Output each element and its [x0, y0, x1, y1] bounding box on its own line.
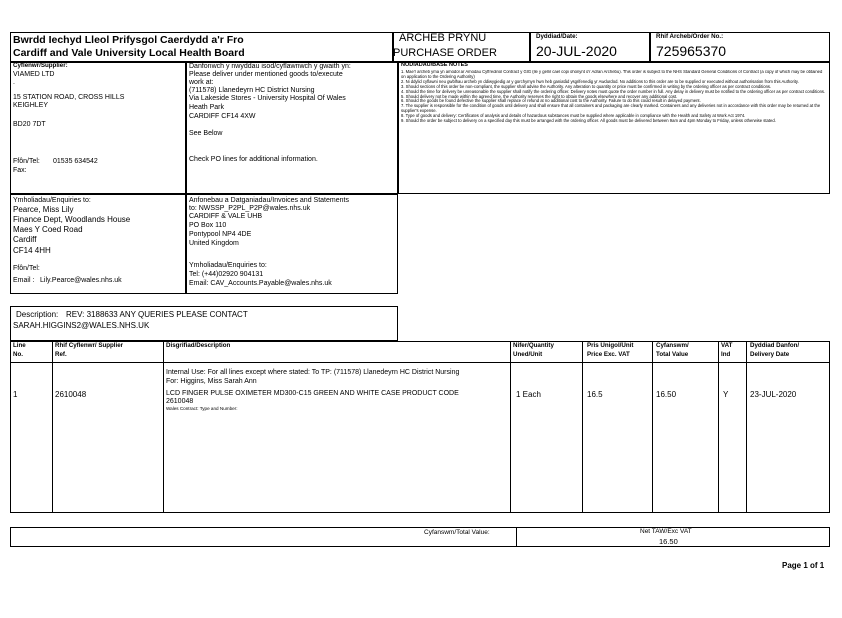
row-line-no: 1 — [13, 390, 18, 399]
supplier-postcode: BD20 7DT — [13, 121, 46, 128]
supplier-label: Cyflenwr/Supplier: — [13, 62, 68, 69]
enquiries-line2: Maes Y Coed Road — [13, 225, 83, 234]
row-vat: Y — [723, 390, 729, 399]
description-label: Description: — [16, 310, 59, 319]
notes-paragraph: 3. Should sections of this order be non-compliant, the supplier shall advise the Authority. Any alteration to quantity or price must be confirmed in writing by the ordering officer as per contract conditions. — [401, 83, 772, 89]
row-desc-line2: 2610048 — [166, 398, 194, 405]
table-col-divider — [746, 341, 747, 513]
invoices-line1[interactable]: to: NWSSP_P2PL_P2P@wales.nhs.uk — [189, 205, 311, 212]
totals-box — [10, 527, 830, 547]
delivery-line4: CARDIFF CF14 4XW — [189, 113, 256, 120]
enquiries-email-value[interactable]: Lily.Pearce@wales.nhs.uk — [40, 277, 122, 284]
th-total-1: Cyfanswm/ — [656, 342, 689, 349]
enquiries-name: Pearce, Miss Lily — [13, 205, 74, 214]
notes-paragraph: 8. Type of goods and delivery: Certificates of analysis and details of hazardous substances must be supplied where applicable in compliance with the Health and Safety at Work Act 1974. — [401, 113, 746, 119]
internal-use-note: Internal Use: For all lines except where stated: To TP: (711578) Llanedeyrn HC District Nursing — [166, 369, 460, 376]
invoices-enquiries-label: Ymholiadau/Enquiries to: — [189, 262, 267, 269]
delivery-label-2: Please deliver under mentioned goods to/execute — [189, 71, 343, 78]
org-name-welsh: Bwrdd Iechyd Lleol Prifysgol Caerdydd a'r Fro — [13, 34, 244, 46]
delivery-see-below: See Below — [189, 130, 223, 137]
th-qty-1: Nifer/Quantity — [513, 342, 554, 349]
row-supplier-ref: 2610048 — [55, 390, 87, 399]
invoices-line3: PO Box 110 — [189, 222, 227, 229]
table-col-divider — [510, 341, 511, 513]
th-line-no-1: Line — [13, 342, 26, 349]
enquiries-label: Ymholiadau/Enquiries to: — [13, 197, 91, 204]
invoices-tel: Tel: (+44)02920 904131 — [189, 271, 264, 278]
page-number: Page 1 of 1 — [782, 561, 825, 570]
table-col-divider — [52, 341, 53, 513]
th-delivery-date-1: Dyddiad Danfon/ — [750, 342, 800, 349]
delivery-line2: Via Lakeside Stores - University Hospital Of Wales — [189, 95, 346, 102]
supplier-fax-label: Fax: — [13, 167, 27, 174]
row-unit-price: 16.5 — [587, 390, 603, 399]
supplier-dot: . — [13, 79, 15, 86]
th-supplier-ref-1: Rhif Cyflenwr/ Supplier — [55, 342, 124, 349]
order-no-label: Rhif Archeb/Order No.: — [656, 33, 724, 40]
invoices-line5: United Kingdom — [189, 240, 239, 247]
th-unit-price-1: Pris Unigol/Unit — [587, 342, 634, 349]
table-col-divider — [718, 341, 719, 513]
delivery-line1: (711578) Llanedeyrn HC District Nursing — [189, 87, 315, 94]
table-col-divider — [652, 341, 653, 513]
delivery-box — [186, 62, 398, 194]
delivery-label-1: Danfonwch y nwyddau isod/cyflawnwch y gwaith yn: — [189, 63, 351, 70]
th-vat-2: Ind — [721, 351, 731, 358]
enquiries-phone-label: Ffôn/Tel: — [13, 265, 40, 272]
notes-body — [401, 70, 827, 192]
table-col-divider — [163, 341, 164, 513]
po-title-english: PURCHASE ORDER — [393, 47, 497, 59]
delivery-check-po: Check PO lines for additional information. — [189, 156, 318, 163]
th-description: Disgrifiad/Description — [166, 342, 231, 349]
row-desc-sub: Wales Contract: Type and Number: — [166, 406, 238, 411]
notes-paragraph: 5. Should delivery not be made within the agreed time, the Authority reserves the right to obtain the goods elsewhere and recover any additional cost. — [401, 93, 678, 99]
totals-divider — [516, 527, 517, 547]
order-no-value: 725965370 — [656, 43, 727, 59]
notes-paragraph: 7. The supplier is responsible for the condition of goods until delivery and shall ensure that all containers and packaging are clearly marked. Containers and any deliveries not in accordance with this order may be returned at the supplier's expense. — [401, 103, 821, 114]
enquiries-line4: CF14 4HH — [13, 246, 51, 255]
description-text-2: SARAH.HIGGINS2@WALES.NHS.UK — [13, 321, 150, 330]
th-vat-1: VAT — [721, 342, 733, 349]
enquiries-line1: Finance Dept, Woodlands House — [13, 215, 131, 224]
th-qty-2: Uned/Unit — [513, 351, 543, 358]
totals-label: Cyfanswm/Total Value: — [424, 529, 490, 536]
th-line-no-2: No. — [13, 351, 23, 358]
th-total-2: Total Value — [656, 351, 689, 358]
supplier-address1: 15 STATION ROAD, CROSS HILLS — [13, 94, 125, 101]
row-qty: 1 Each — [516, 390, 541, 399]
totals-net-value: 16.50 — [659, 537, 678, 546]
invoices-email[interactable]: Email: CAV_Accounts.Payable@wales.nhs.uk — [189, 280, 332, 287]
th-supplier-ref-2: Ref. — [55, 351, 67, 358]
row-delivery-date: 23-JUL-2020 — [750, 390, 797, 399]
notes-paragraph: 4. Should the time for delivery be unreasonable the supplier shall notify the ordering officer. Delivery notes must quote the order number in full. Any delay in delivery must be notified to the ordering officer as per contract conditions. — [401, 88, 826, 94]
for-line: For: Higgins, Miss Sarah Ann — [166, 378, 257, 385]
supplier-phone-value: 01535 634542 — [53, 158, 98, 165]
delivery-label-3: work at: — [189, 79, 214, 86]
notes-title: NODIADAU/BASE NOTES — [401, 62, 468, 68]
notes-paragraph: 6. Should the goods be found defective the supplier shall replace or refund at no additional cost to the Authority. Failure to do this could result in delayed payment. — [401, 98, 701, 104]
invoices-line2: CARDIFF & VALE UHB — [189, 213, 262, 220]
supplier-address2: KEIGHLEY — [13, 102, 49, 109]
table-header-divider — [10, 362, 830, 363]
notes-paragraph: 1. Mae'r archeb yma yn amodol ar Amodau Cyffredinol Contract y GIG (lle y gellir cael copi ohonynt o'r Adran Archebu). This order is subject to the NHS Standard General Conditions of Contract (a copy of which may be obtained on application to the Ordering Authority) — [401, 70, 823, 79]
notes-paragraph: 9. Should the order be subject to delivery on a specified day this must be arranged with the ordering officer. All goods must be delivered between 9am and 4pm Monday to Friday, unless otherwise stated. — [401, 118, 776, 124]
supplier-name: VIAMED LTD — [13, 71, 55, 78]
invoices-line4: Pontypool NP4 4DE — [189, 231, 252, 238]
po-title-welsh: ARCHEB PRYNU — [399, 32, 487, 44]
row-total: 16.50 — [656, 390, 677, 399]
enquiries-line3: Cardiff — [13, 235, 37, 244]
description-text-1: REV: 3188633 ANY QUERIES PLEASE CONTACT — [66, 310, 248, 319]
enquiries-email-label: Email : — [13, 277, 35, 284]
delivery-line3: Heath Park — [189, 104, 225, 111]
th-delivery-date-2: Delivery Date — [750, 351, 790, 358]
date-label: Dyddiad/Date: — [536, 33, 578, 40]
notes-paragraph: 2. Ni ddylid cyflawni neu gwblhau archeb yn ddiwygiedig ar y gorchymyn hwn heb ganiatâd ysgrifenedig yr Awdurdod. No additions to this order are to be supplied or executed without authorisation from this Authority. — [401, 78, 799, 84]
org-name-english: Cardiff and Vale University Local Health Board — [13, 47, 245, 59]
date-value: 20-JUL-2020 — [536, 43, 617, 59]
invoices-label: Anfonebau a Datganiadau/Invoices and Statements — [189, 197, 349, 204]
supplier-phone-label: Ffôn/Tel: — [13, 158, 40, 165]
table-col-divider — [582, 341, 583, 513]
row-desc-line1: LCD FINGER PULSE OXIMETER MD300-C15 GREEN AND WHITE CASE PRODUCT CODE — [166, 390, 459, 397]
totals-net-label: Net TAW/Exc VAT — [640, 528, 692, 535]
line-items-table — [10, 341, 830, 513]
th-unit-price-2: Price Exc. VAT — [587, 351, 630, 358]
